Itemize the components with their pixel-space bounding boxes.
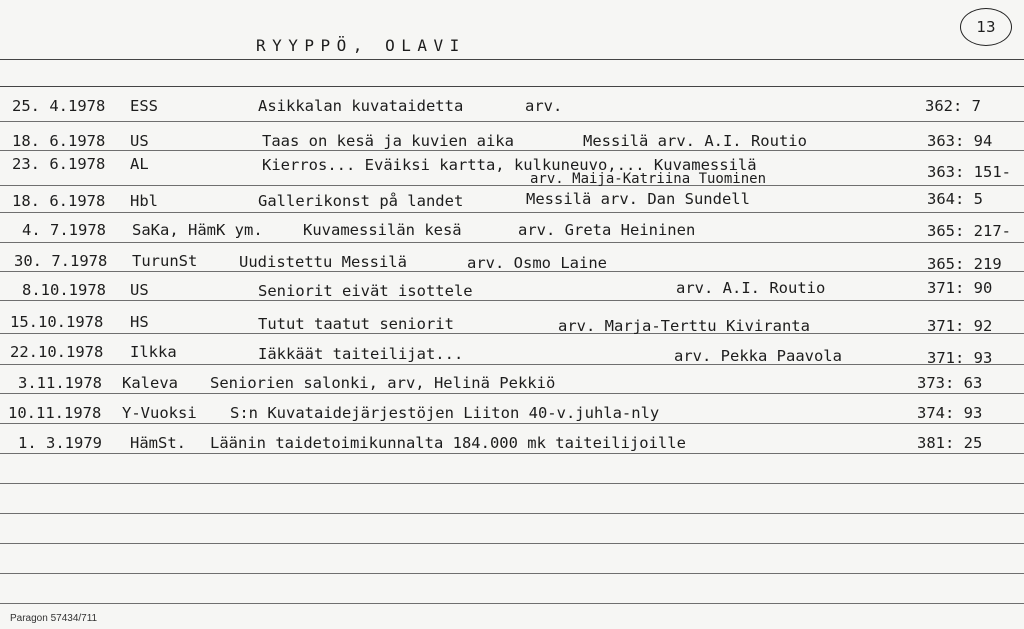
entry-title: S:n Kuvataidejärjestöjen Liiton 40-v.juhla-nly (230, 404, 660, 422)
entry-extra: arv. Osmo Laine (467, 254, 607, 272)
entry-date: 25. 4.1978 (12, 97, 106, 115)
rule-line (0, 453, 1024, 454)
entry-ref: 371: 93 (927, 349, 993, 367)
entry-date: 30. 7.1978 (14, 252, 108, 270)
entry-ref: 373: 63 (917, 374, 983, 392)
entry-source: US (130, 281, 149, 299)
entry-title: Kierros... Eväiksi kartta, kulkuneuvo,... Kuvamessilä (262, 156, 757, 174)
rule-line (0, 121, 1024, 122)
entry-date: 15.10.1978 (10, 313, 104, 331)
entry-title: Tutut taatut seniorit (258, 315, 454, 333)
entry-date: 3.11.1978 (18, 374, 102, 392)
entry-source: SaKa, HämK ym. (132, 221, 263, 239)
entry-title: Läänin taidetoimikunnalta 184.000 mk taiteilijoille (210, 434, 686, 452)
rule-line (0, 59, 1024, 60)
rule-line (0, 483, 1024, 484)
card-number-circle: 13 (960, 8, 1012, 46)
rule-line (0, 364, 1024, 365)
entry-extra: arv. (525, 97, 563, 115)
entry-title: Gallerikonst på landet (258, 192, 464, 210)
entry-title: Seniorien salonki, arv, Helinä Pekkiö (210, 374, 556, 392)
rule-line (0, 393, 1024, 394)
entry-source: Kaleva (122, 374, 178, 392)
rule-line (0, 242, 1024, 243)
rule-line (0, 603, 1024, 604)
entry-ref: 363: 151- (927, 163, 1011, 181)
entry-source: ESS (130, 97, 158, 115)
rule-line (0, 573, 1024, 574)
rule-line (0, 543, 1024, 544)
entry-ref: 371: 90 (927, 279, 993, 297)
entry-source: HS (130, 313, 149, 331)
entry-title: Uudistettu Messilä (239, 253, 407, 271)
card-header-name: RYYPPÖ, OLAVI (256, 36, 466, 55)
rule-line (0, 423, 1024, 424)
entry-date: 22.10.1978 (10, 343, 104, 361)
rule-line (0, 150, 1024, 151)
rule-line (0, 86, 1024, 87)
entry-ref: 374: 93 (917, 404, 983, 422)
entry-ref: 381: 25 (917, 434, 983, 452)
entry-extra: arv. A.I. Routio (676, 279, 826, 297)
entry-source: AL (130, 155, 149, 173)
entry-date: 18. 6.1978 (12, 132, 106, 150)
entry-ref: 364: 5 (927, 190, 983, 208)
entry-date: 4. 7.1978 (22, 221, 106, 239)
entry-title: Kuvamessilän kesä (303, 221, 462, 239)
entry-source: Hbl (130, 192, 158, 210)
entry-ref: 365: 217- (927, 222, 1011, 240)
entry-extra: arv. Pekka Paavola (674, 347, 842, 365)
entry-extra: Messilä arv. Dan Sundell (526, 190, 750, 208)
entry-ref: 363: 94 (927, 132, 993, 150)
entry-extra: arv. Greta Heininen (518, 221, 696, 239)
entry-date: 8.10.1978 (22, 281, 106, 299)
entry-source: HämSt. (130, 434, 186, 452)
rule-line (0, 513, 1024, 514)
entry-title: Taas on kesä ja kuvien aika (262, 132, 514, 150)
entry-date: 23. 6.1978 (12, 155, 106, 173)
rule-line (0, 212, 1024, 213)
entry-source: Y-Vuoksi (122, 404, 197, 422)
entry-ref: 362: 7 (925, 97, 981, 115)
entry-source: TurunSt (132, 252, 198, 270)
entry-date: 10.11.1978 (8, 404, 102, 422)
entry-title: Iäkkäät taiteilijat... (258, 345, 464, 363)
entry-ref: 371: 92 (927, 317, 993, 335)
entry-source: US (130, 132, 149, 150)
entry-extra: arv. Maija-Katriina Tuominen (530, 171, 767, 187)
rule-line (0, 185, 1024, 186)
entry-extra: Messilä arv. A.I. Routio (583, 132, 807, 150)
form-printer-mark: Paragon 57434/711 (10, 613, 98, 624)
entry-ref: 365: 219 (927, 255, 1002, 273)
entry-title: Asikkalan kuvataidetta (258, 97, 464, 115)
rule-line (0, 300, 1024, 301)
entry-title: Seniorit eivät isottele (258, 282, 473, 300)
rule-line (0, 333, 1024, 334)
entry-extra: arv. Marja-Terttu Kiviranta (558, 317, 810, 335)
entry-date: 18. 6.1978 (12, 192, 106, 210)
entry-source: Ilkka (130, 343, 177, 361)
entry-date: 1. 3.1979 (18, 434, 102, 452)
